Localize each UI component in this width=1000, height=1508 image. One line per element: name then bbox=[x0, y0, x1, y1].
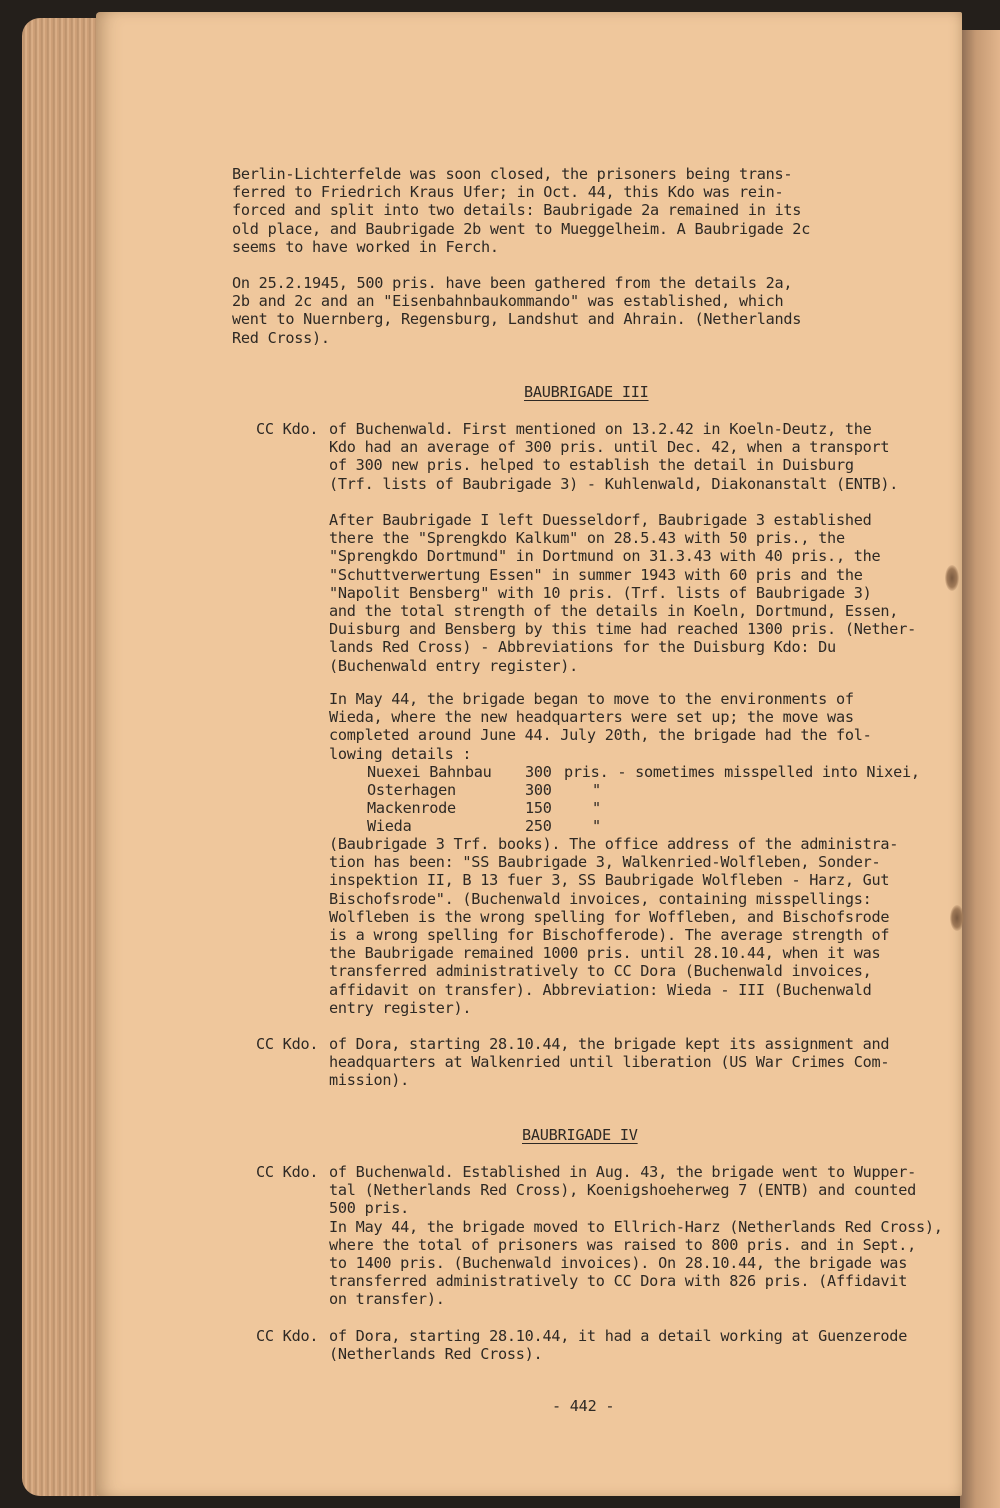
detail-name: Wieda bbox=[367, 817, 412, 835]
punch-hole-mark bbox=[945, 565, 959, 591]
page-number: - 442 - bbox=[552, 1397, 615, 1415]
punch-hole-mark bbox=[950, 905, 964, 931]
detail-note: " bbox=[592, 817, 601, 835]
detail-note: " bbox=[592, 799, 601, 817]
label-cc-kdo: CC Kdo. bbox=[256, 1163, 319, 1181]
heading-baubrigade-iii: BAUBRIGADE III bbox=[524, 383, 649, 401]
detail-count: 150 bbox=[525, 799, 552, 817]
paragraph-guenzerode: of Dora, starting 28.10.44, it had a detail working at Guenzerode (Netherlands Red Cross). bbox=[329, 1327, 908, 1364]
label-cc-kdo: CC Kdo. bbox=[256, 420, 319, 438]
paragraph-wuppertal-ellrich: of Buchenwald. Established in Aug. 43, the brigade went to Wupper- tal (Netherlands Red Cross), Koenigshoeherweg 7 (ENTB) and counted 500 pris. In May 44, the brigade moved to Ellrich-Harz (Netherlands Red Cross), where the total of prisoners was raised to 800 pris. and in Sept., to 1400 pris. (Buchenwald invoices). On 28.10.44, the brigade was transferred administratively to CC Dora with 826 pris. (Affidavit on transfer). bbox=[329, 1163, 943, 1309]
detail-count: 300 bbox=[525, 781, 552, 799]
paragraph-berlin: Berlin-Lichterfelde was soon closed, the prisoners being trans- ferred to Friedrich Kraus Ufer; in Oct. 44, this Kdo was rein- forced and split into two details: Baubrigade 2a remained in its old place, and Baubrigade 2b went to Mueggelheim. A Baubrigade 2c seems to have worked in Ferch. bbox=[232, 165, 811, 256]
facing-page-edge bbox=[960, 30, 1000, 1508]
detail-count: 250 bbox=[525, 817, 552, 835]
detail-name: Mackenrode bbox=[367, 799, 456, 817]
detail-count: 300 bbox=[525, 763, 552, 781]
paragraph-wieda-move: In May 44, the brigade began to move to the environments of Wieda, where the new headquarters were set up; the move was completed around June 44. July 20th, the brigade had the fol- lowing details : bbox=[329, 690, 872, 763]
heading-baubrigade-iv: BAUBRIGADE IV bbox=[522, 1126, 638, 1144]
paragraph-buchenwald-koeln: of Buchenwald. First mentioned on 13.2.42 in Koeln-Deutz, the Kdo had an average of 300 pris. until Dec. 42, when a transport of 300 new pris. helped to establish the detail in Duisburg (Trf. lists of Baubrigade 3) - Kuhlenwald, Diakonanstalt (ENTB). bbox=[329, 420, 899, 493]
detail-name: Nuexei Bahnbau bbox=[367, 763, 492, 781]
paragraph-dora-walkenried: of Dora, starting 28.10.44, the brigade kept its assignment and headquarters at Walkenried until liberation (US War Crimes Com- mission). bbox=[329, 1035, 890, 1090]
paragraph-office-address: (Baubrigade 3 Trf. books). The office address of the administra- tion has been: "SS Baubrigade 3, Walkenried-Wolfleben, Sonder- inspektion II, B 13 fuer 3, SS Baubrigade Wolfleben - Harz, Gut Bischofsrode". (Buchenwald invoices, containing misspellings: Wolfleben is the wrong spelling for Woffleben, and Bischofsrode is a wrong spelling for Bischofferode). The average strength of the Baubrigade remained 1000 pris. until 28.10.44, when it was transferred administratively to CC Dora (Buchenwald invoices, affidavit on transfer). Abbreviation: Wieda - III (Buchenwald entry register). bbox=[329, 835, 899, 1017]
detail-note: pris. - sometimes misspelled into Nixei, bbox=[564, 763, 920, 781]
paragraph-after-baubrigade-i: After Baubrigade I left Duesseldorf, Baubrigade 3 established there the "Sprengkdo Kalkum" on 28.5.43 with 50 pris., the "Sprengkdo Dortmund" in Dortmund on 31.3.43 with 40 pris., the "Schuttverwertung Essen" in summer 1943 with 60 pris and the "Napolit Bensberg" with 10 pris. (Trf. lists of Baubrigade 3) and the total strength of the details in Koeln, Dortmund, Essen, Duisburg and Bensberg by this time had reached 1300 pris. (Nether- lands Red Cross) - Abbreviations for the Duisburg Kdo: Du (Buchenwald entry register). bbox=[329, 511, 916, 675]
label-cc-kdo: CC Kdo. bbox=[256, 1035, 319, 1053]
detail-note: " bbox=[592, 781, 601, 799]
stacked-page-edges bbox=[22, 18, 102, 1496]
paragraph-eisenbahn: On 25.2.1945, 500 pris. have been gathered from the details 2a, 2b and 2c and an "Eisenbahnbaukommando" was established, which went to Nuernberg, Regensburg, Landshut and Ahrain. (Netherlands Red Cross). bbox=[232, 274, 802, 347]
label-cc-kdo: CC Kdo. bbox=[256, 1327, 319, 1345]
detail-name: Osterhagen bbox=[367, 781, 456, 799]
